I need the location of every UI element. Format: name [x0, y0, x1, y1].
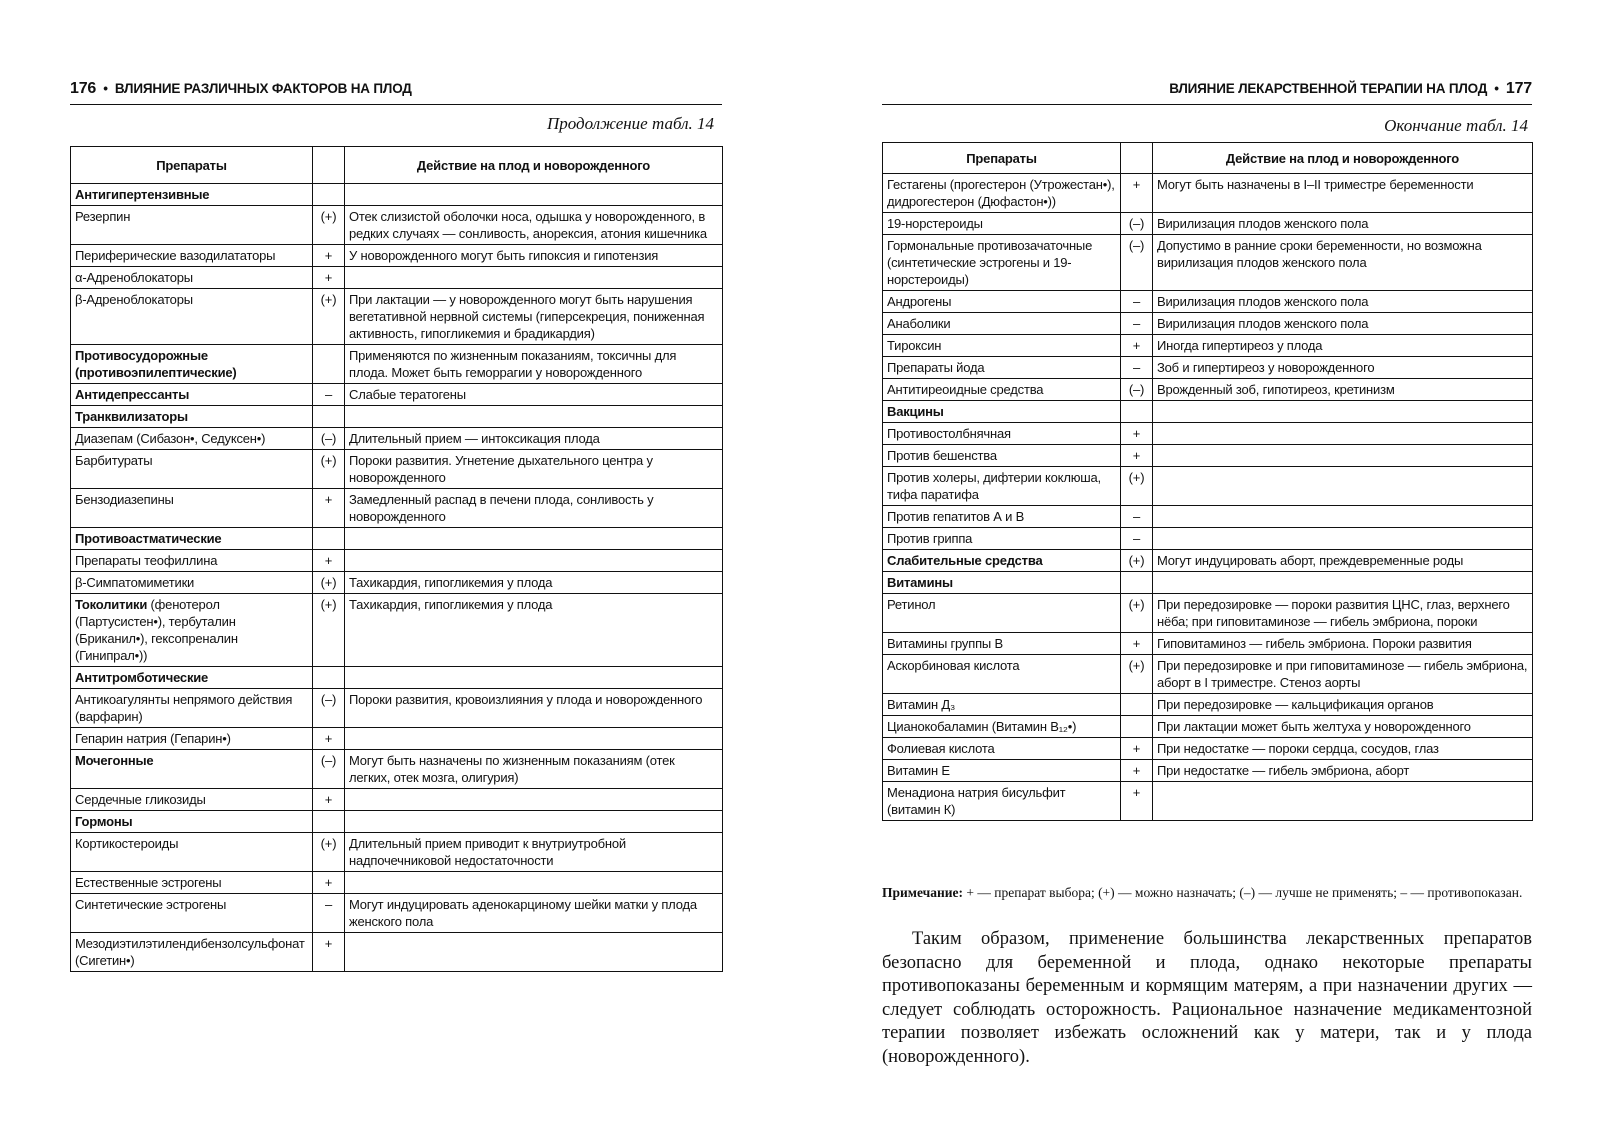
drug-name-cell — [71, 933, 313, 972]
drug-name: Против гриппа — [887, 531, 973, 546]
recommendation-mark: (+) — [313, 206, 345, 245]
table-row — [71, 345, 723, 384]
effect-cell — [1153, 445, 1533, 467]
table-row — [71, 933, 723, 972]
drug-name: Менадиона натрия бисульфит (витамин К) — [887, 785, 1066, 817]
table-header-row — [883, 143, 1533, 174]
drug-name: Антигипертензивные — [75, 187, 210, 202]
drug-name: Аскорбиновая кислота — [887, 658, 1020, 673]
drug-name-cell — [71, 267, 313, 289]
drug-name: Барбитураты — [75, 453, 153, 468]
drug-name: Цианокобаламин (Витамин В₁₂•) — [887, 719, 1077, 734]
drug-name: Антитромботические — [75, 670, 209, 685]
effect-cell: Длительный прием — интоксикация плода — [345, 428, 723, 450]
table-row — [71, 689, 723, 728]
drug-name-cell — [883, 357, 1121, 379]
table-row — [71, 811, 723, 833]
drug-name-cell — [71, 833, 313, 872]
drug-name: Гормоны — [75, 814, 133, 829]
recommendation-mark: + — [313, 933, 345, 972]
effect-cell: При недостатке — гибель эмбриона, аборт — [1153, 760, 1533, 782]
drug-name-cell — [71, 594, 313, 667]
recommendation-mark: – — [1121, 313, 1153, 335]
header-title: ВЛИЯНИЕ ЛЕКАРСТВЕННОЙ ТЕРАПИИ НА ПЛОД — [1169, 81, 1488, 96]
effect-cell: Могут индуцировать аденокарциному шейки матки у плода женского пола — [345, 894, 723, 933]
drug-name-cell — [883, 633, 1121, 655]
effect-cell: Тахикардия, гипогликемия у плода — [345, 572, 723, 594]
drug-name: Бензодиазепины — [75, 492, 174, 507]
drug-name: Антидепрессанты — [75, 387, 190, 402]
drug-name-cell — [71, 894, 313, 933]
effect-cell — [345, 406, 723, 428]
table-continuation-label: Окончание табл. 14 — [1384, 116, 1528, 135]
table-row — [71, 667, 723, 689]
effect-cell: При недостатке — пороки сердца, сосудов, глаз — [1153, 738, 1533, 760]
drug-name: Мочегонные — [75, 753, 154, 768]
column-header-effect: Действие на плод и новорожденного — [1153, 143, 1533, 174]
drug-name-cell — [883, 467, 1121, 506]
recommendation-mark: – — [313, 894, 345, 933]
table-row — [71, 894, 723, 933]
drug-name: Гепарин натрия (Гепарин•) — [75, 731, 231, 746]
drug-name-cell — [71, 184, 313, 206]
drug-name-cell — [883, 594, 1121, 633]
table-row — [71, 406, 723, 428]
recommendation-mark: + — [313, 872, 345, 894]
recommendation-mark: – — [313, 384, 345, 406]
effect-cell: Длительный прием приводит к внутриутробной надпочечниковой недостаточности — [345, 833, 723, 872]
effect-cell: Допустимо в ранние сроки беременности, но возможна вирилизация плодов женского пола — [1153, 235, 1533, 291]
effect-cell — [1153, 572, 1533, 594]
recommendation-mark: (+) — [1121, 550, 1153, 572]
table-header-row — [71, 147, 723, 184]
effect-cell: Отек слизистой оболочки носа, одышка у новорожденного, в редких случаях — сонливость, анорексия, атония кишечника — [345, 206, 723, 245]
table-row — [883, 528, 1533, 550]
drug-name-cell — [71, 489, 313, 528]
drug-name: Мезодиэтилэтилендибензолсульфонат (Сигетин•) — [75, 936, 305, 968]
drug-name-cell — [71, 206, 313, 245]
drug-name-cell — [883, 550, 1121, 572]
drug-name: Периферические вазодилататоры — [75, 248, 276, 263]
drug-name: Противостолбнячная — [887, 426, 1011, 441]
table-row — [883, 379, 1533, 401]
recommendation-mark: (+) — [1121, 655, 1153, 694]
drug-table — [70, 146, 723, 972]
table-row — [71, 450, 723, 489]
table-row — [883, 633, 1533, 655]
drug-name: 19-норстероиды — [887, 216, 983, 231]
table-row — [71, 384, 723, 406]
drug-name: Синтетические эстрогены — [75, 897, 227, 912]
effect-cell — [1153, 506, 1533, 528]
recommendation-mark: – — [1121, 506, 1153, 528]
table-row — [883, 467, 1533, 506]
effect-cell: Врожденный зоб, гипотиреоз, кретинизм — [1153, 379, 1533, 401]
drug-name-cell — [883, 213, 1121, 235]
drug-name-cell — [71, 289, 313, 345]
table-row — [883, 423, 1533, 445]
drug-name-cell — [883, 506, 1121, 528]
effect-cell — [1153, 528, 1533, 550]
recommendation-mark: – — [1121, 291, 1153, 313]
drug-name-cell — [71, 689, 313, 728]
effect-cell: Зоб и гипертиреоз у новорожденного — [1153, 357, 1533, 379]
table-note — [882, 884, 1532, 901]
table-row — [71, 572, 723, 594]
recommendation-mark: + — [1121, 445, 1153, 467]
table-row — [883, 738, 1533, 760]
table-row — [883, 357, 1533, 379]
recommendation-mark: + — [313, 550, 345, 572]
drug-name: Диазепам (Сибазон•, Седуксен•) — [75, 431, 266, 446]
drug-name-cell — [71, 872, 313, 894]
drug-name-cell — [71, 406, 313, 428]
table-row — [883, 291, 1533, 313]
drug-name-cell — [71, 572, 313, 594]
drug-table — [882, 142, 1533, 821]
column-header-mark — [313, 147, 345, 184]
table-row — [883, 335, 1533, 357]
recommendation-mark: (+) — [313, 289, 345, 345]
effect-cell — [345, 811, 723, 833]
table-row — [71, 594, 723, 667]
effect-cell: Применяются по жизненным показаниям, токсичны для плода. Может быть геморрагии у новорожденного — [345, 345, 723, 384]
table-row — [71, 728, 723, 750]
table-row — [883, 594, 1533, 633]
drug-name: Ретинол — [887, 597, 936, 612]
drug-name-cell — [883, 782, 1121, 821]
recommendation-mark — [1121, 572, 1153, 594]
recommendation-mark: + — [1121, 738, 1153, 760]
recommendation-mark: + — [1121, 174, 1153, 213]
effect-cell: Вирилизация плодов женского пола — [1153, 313, 1533, 335]
drug-name: Антикоагулянты непрямого действия (варфарин) — [75, 692, 293, 724]
drug-name-cell — [71, 428, 313, 450]
drug-name-cell — [71, 728, 313, 750]
drug-name-cell — [71, 384, 313, 406]
drug-name-cell — [883, 174, 1121, 213]
drug-name: Транквилизаторы — [75, 409, 188, 424]
table-row — [883, 401, 1533, 423]
drug-name: Витамины — [887, 575, 953, 590]
table-row — [71, 206, 723, 245]
effect-cell — [1153, 782, 1533, 821]
effect-cell — [345, 184, 723, 206]
table-row — [71, 245, 723, 267]
drug-name: Против бешенства — [887, 448, 997, 463]
drug-name: Гестагены (прогестерон (Утрожестан•), дидрогестерон (Дюфастон•)) — [887, 177, 1115, 209]
recommendation-mark: + — [1121, 760, 1153, 782]
table-row — [883, 235, 1533, 291]
table-row — [71, 789, 723, 811]
effect-cell: Могут индуцировать аборт, преждевременные роды — [1153, 550, 1533, 572]
table-row — [883, 550, 1533, 572]
table-row — [71, 872, 723, 894]
drug-name-cell — [71, 450, 313, 489]
drug-name: (фенотерол (Партусистен•), тербуталин (Бриканил•), гексопреналин (Гинипрал•)) — [75, 597, 238, 663]
column-header-effect: Действие на плод и новорожденного — [345, 147, 723, 184]
effect-cell: При передозировке — пороки развития ЦНС, глаз, верхнего нёба; при гиповитаминозе — гибель эмбриона, пороки — [1153, 594, 1533, 633]
drug-name: β-Симпатомиметики — [75, 575, 195, 590]
table-continuation-label: Продолжение табл. 14 — [546, 114, 714, 133]
drug-name: Против гепатитов А и В — [887, 509, 1025, 524]
effect-cell: Могут быть назначены по жизненным показаниям (отек легких, отек мозга, олигурия) — [345, 750, 723, 789]
drug-name-cell — [883, 379, 1121, 401]
drug-name-cell — [71, 667, 313, 689]
drug-name: Вакцины — [887, 404, 944, 419]
drug-name: Фолиевая кислота — [887, 741, 995, 756]
effect-cell — [1153, 467, 1533, 506]
drug-name-cell — [71, 811, 313, 833]
effect-cell: Вирилизация плодов женского пола — [1153, 213, 1533, 235]
effect-cell: При передозировке — кальцификация органов — [1153, 694, 1533, 716]
effect-cell — [345, 728, 723, 750]
drug-name-cell — [883, 716, 1121, 738]
table-row — [883, 445, 1533, 467]
drug-name-cell — [71, 550, 313, 572]
drug-name: Витамин Д₃ — [887, 697, 956, 712]
drug-name-cell — [883, 291, 1121, 313]
recommendation-mark: + — [1121, 423, 1153, 445]
drug-name: α-Адреноблокаторы — [75, 270, 193, 285]
recommendation-mark: + — [313, 245, 345, 267]
recommendation-mark — [313, 811, 345, 833]
drug-name: Препараты йода — [887, 360, 985, 375]
table-row — [71, 428, 723, 450]
drug-name-cell — [883, 313, 1121, 335]
effect-cell: Могут быть назначены в I–II триместре беременности — [1153, 174, 1533, 213]
table-row — [71, 489, 723, 528]
drug-name: Тироксин — [887, 338, 942, 353]
drug-name-cell — [883, 335, 1121, 357]
recommendation-mark — [1121, 716, 1153, 738]
effect-cell — [345, 267, 723, 289]
drug-name: β-Адреноблокаторы — [75, 292, 193, 307]
table-row — [883, 174, 1533, 213]
drug-name: Антитиреоидные средства — [887, 382, 1044, 397]
drug-name-cell — [71, 528, 313, 550]
table-row — [883, 313, 1533, 335]
recommendation-mark: (+) — [1121, 594, 1153, 633]
recommendation-mark: (+) — [313, 572, 345, 594]
table-row — [71, 289, 723, 345]
column-header-drugs: Препараты — [883, 143, 1121, 174]
effect-cell: Тахикардия, гипогликемия у плода — [345, 594, 723, 667]
recommendation-mark: + — [313, 728, 345, 750]
recommendation-mark: + — [313, 489, 345, 528]
drug-name-cell — [71, 245, 313, 267]
page-number: 176 — [70, 80, 97, 97]
effect-cell: Иногда гипертиреоз у плода — [1153, 335, 1533, 357]
table-row — [883, 655, 1533, 694]
drug-name: Естественные эстрогены — [75, 875, 222, 890]
recommendation-mark: (–) — [313, 750, 345, 789]
recommendation-mark: + — [1121, 335, 1153, 357]
recommendation-mark: + — [313, 789, 345, 811]
drug-name-cell — [883, 528, 1121, 550]
effect-cell: Вирилизация плодов женского пола — [1153, 291, 1533, 313]
header-title: ВЛИЯНИЕ РАЗЛИЧНЫХ ФАКТОРОВ НА ПЛОД — [114, 81, 412, 96]
drug-name-cell — [883, 445, 1121, 467]
drug-name: Сердечные гликозиды — [75, 792, 206, 807]
drug-name-cell — [71, 345, 313, 384]
drug-group-name: Токолитики — [75, 597, 148, 612]
table-row — [71, 833, 723, 872]
effect-cell — [345, 550, 723, 572]
recommendation-mark — [313, 345, 345, 384]
drug-name: Витамины группы В — [887, 636, 1003, 651]
drug-name: Препараты теофиллина — [75, 553, 218, 568]
effect-cell: Слабые тератогены — [345, 384, 723, 406]
effect-cell — [345, 789, 723, 811]
recommendation-mark — [1121, 694, 1153, 716]
recommendation-mark — [313, 406, 345, 428]
drug-name-cell — [883, 655, 1121, 694]
effect-cell — [345, 872, 723, 894]
drug-name: Противосудорожные (противоэпилептические) — [75, 348, 237, 380]
drug-name: Противоастматические — [75, 531, 222, 546]
recommendation-mark: + — [313, 267, 345, 289]
recommendation-mark: – — [1121, 528, 1153, 550]
drug-name: Андрогены — [887, 294, 952, 309]
table-row — [71, 528, 723, 550]
table-row — [71, 184, 723, 206]
table-row — [883, 782, 1533, 821]
table-row — [71, 267, 723, 289]
recommendation-mark: (+) — [313, 450, 345, 489]
recommendation-mark: (–) — [1121, 235, 1153, 291]
effect-cell — [345, 933, 723, 972]
effect-cell: Замедленный распад в печени плода, сонливость у новорожденного — [345, 489, 723, 528]
table-row — [71, 550, 723, 572]
drug-name-cell — [883, 760, 1121, 782]
drug-name-cell — [883, 694, 1121, 716]
drug-name-cell — [883, 401, 1121, 423]
recommendation-mark: + — [1121, 782, 1153, 821]
recommendation-mark: (–) — [1121, 213, 1153, 235]
recommendation-mark — [1121, 401, 1153, 423]
column-header-drugs: Препараты — [71, 147, 313, 184]
effect-cell: При передозировке и при гиповитаминозе — гибель эмбриона, аборт в I триместре. Стеноз аорты — [1153, 655, 1533, 694]
drug-name-cell — [883, 235, 1121, 291]
recommendation-mark — [313, 528, 345, 550]
recommendation-mark — [313, 667, 345, 689]
effect-cell — [1153, 401, 1533, 423]
column-header-mark — [1121, 143, 1153, 174]
effect-cell: Пороки развития. Угнетение дыхательного центра у новорожденного — [345, 450, 723, 489]
page-number: 177 — [1505, 80, 1532, 97]
table-row — [883, 760, 1533, 782]
drug-name-cell — [71, 750, 313, 789]
drug-name: Кортикостероиды — [75, 836, 179, 851]
drug-name: Анаболики — [887, 316, 951, 331]
recommendation-mark: (–) — [313, 428, 345, 450]
recommendation-mark: + — [1121, 633, 1153, 655]
table-row — [883, 694, 1533, 716]
drug-name: Резерпин — [75, 209, 131, 224]
page-header: ВЛИЯНИЕ ЛЕКАРСТВЕННОЙ ТЕРАПИИ НА ПЛОД • 177 — [882, 80, 1532, 105]
page-header: 176 • ВЛИЯНИЕ РАЗЛИЧНЫХ ФАКТОРОВ НА ПЛОД — [70, 80, 722, 105]
note-text: + — препарат выбора; (+) — можно назначать; (–) — лучше не применять; – — противопоказан. — [963, 885, 1523, 900]
drug-name-cell — [883, 738, 1121, 760]
effect-cell: При лактации может быть желтуха у новорожденного — [1153, 716, 1533, 738]
drug-name-cell — [71, 789, 313, 811]
table-row — [71, 750, 723, 789]
recommendation-mark: – — [1121, 357, 1153, 379]
drug-name-cell — [883, 423, 1121, 445]
table-row — [883, 716, 1533, 738]
drug-name: Против холеры, дифтерии коклюша, тифа паратифа — [887, 470, 1101, 502]
effect-cell: Пороки развития, кровоизлияния у плода и новорожденного — [345, 689, 723, 728]
drug-name: Слабительные средства — [887, 553, 1043, 568]
drug-name: Витамин Е — [887, 763, 950, 778]
recommendation-mark: (–) — [1121, 379, 1153, 401]
effect-cell — [345, 528, 723, 550]
effect-cell: Гиповитаминоз — гибель эмбриона. Пороки развития — [1153, 633, 1533, 655]
table-row — [883, 506, 1533, 528]
effect-cell: При лактации — у новорожденного могут быть нарушения вегетативной нервной системы (гиперсекреция, пониженная активность, гипогликемия и брадикардия) — [345, 289, 723, 345]
summary-paragraph: Таким образом, применение большинства лекарственных препаратов безопасно для беременной и плода, однако некоторые препараты противопоказаны беременным и кормящим матерям, а при назначении других — следует соблюдать осторожность. Рациональное назначение медикаментозной терапии позволяет избежать осложнений как у матери, так и у плода (новорожденного). — [882, 929, 1532, 1067]
note-label: Примечание: — [882, 885, 964, 900]
effect-cell — [1153, 423, 1533, 445]
table-row — [883, 213, 1533, 235]
drug-name: Гормональные противозачаточные (синтетические эстрогены и 19-норстероиды) — [887, 238, 1093, 287]
recommendation-mark — [313, 184, 345, 206]
recommendation-mark: (+) — [313, 833, 345, 872]
effect-cell — [345, 667, 723, 689]
recommendation-mark: (–) — [313, 689, 345, 728]
recommendation-mark: (+) — [313, 594, 345, 667]
drug-name-cell — [883, 572, 1121, 594]
table-row — [883, 572, 1533, 594]
recommendation-mark: (+) — [1121, 467, 1153, 506]
effect-cell: У новорожденного могут быть гипоксия и гипотензия — [345, 245, 723, 267]
